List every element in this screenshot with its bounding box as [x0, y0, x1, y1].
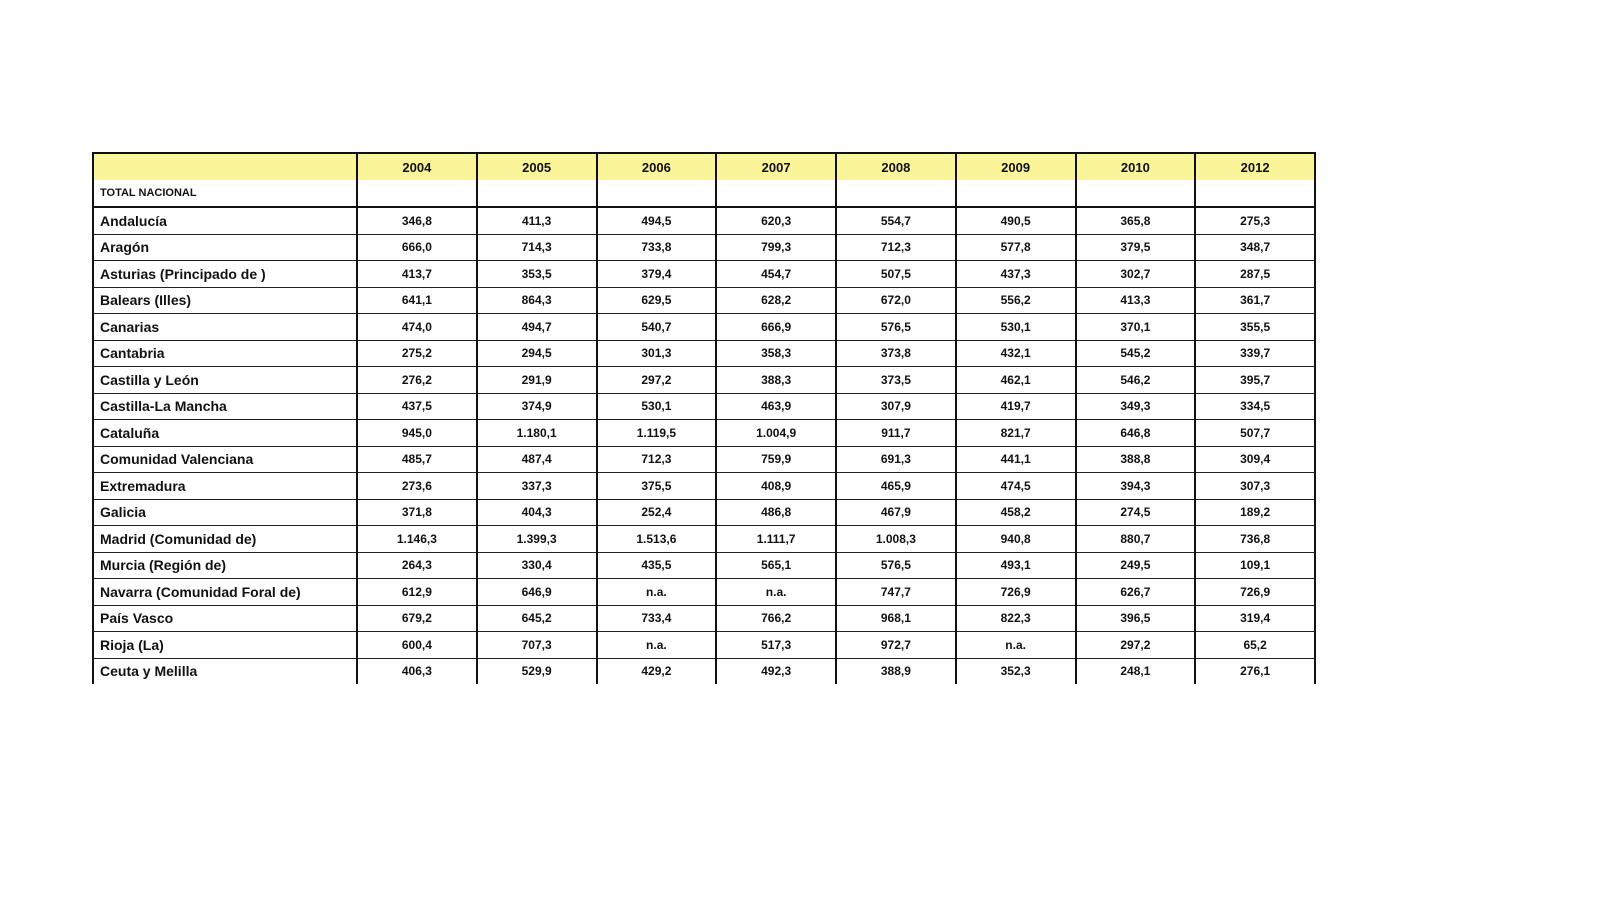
value-cell: 454,7 — [716, 261, 836, 288]
value-cell: 458,2 — [956, 499, 1076, 526]
value-cell: 492,3 — [716, 658, 836, 684]
value-cell: 577,8 — [956, 234, 1076, 261]
value-cell: 666,0 — [357, 234, 477, 261]
value-cell: 494,5 — [597, 207, 717, 234]
value-cell: 968,1 — [836, 605, 956, 632]
value-cell: 712,3 — [597, 446, 717, 473]
value-cell: 297,2 — [597, 367, 717, 394]
table-body — [93, 180, 1315, 684]
region-name-cell: Rioja (La) — [93, 632, 357, 659]
value-cell: 1.399,3 — [477, 526, 597, 553]
value-cell: 109,1 — [1195, 552, 1315, 579]
value-cell: 576,5 — [836, 314, 956, 341]
header-corner-cell — [93, 153, 357, 180]
value-cell: 361,7 — [1195, 287, 1315, 314]
value-cell: 733,8 — [597, 234, 717, 261]
value-cell: 530,1 — [597, 393, 717, 420]
region-name-cell: Navarra (Comunidad Foral de) — [93, 579, 357, 606]
value-cell: 395,7 — [1195, 367, 1315, 394]
table-row — [93, 367, 1315, 394]
value-cell: 394,3 — [1076, 473, 1196, 500]
value-cell: 291,9 — [477, 367, 597, 394]
region-name-cell: Galicia — [93, 499, 357, 526]
region-name-cell: Cataluña — [93, 420, 357, 447]
value-cell: 546,2 — [1076, 367, 1196, 394]
value-cell: 726,9 — [1195, 579, 1315, 606]
value-cell: 707,3 — [477, 632, 597, 659]
value-cell: 1.119,5 — [597, 420, 717, 447]
region-name-cell: Extremadura — [93, 473, 357, 500]
value-cell: 274,5 — [1076, 499, 1196, 526]
value-cell: 348,7 — [1195, 234, 1315, 261]
value-cell: 1.513,6 — [597, 526, 717, 553]
value-cell: 273,6 — [357, 473, 477, 500]
value-cell: 330,4 — [477, 552, 597, 579]
value-cell: 486,8 — [716, 499, 836, 526]
value-cell: 679,2 — [357, 605, 477, 632]
year-header: 2004 — [357, 153, 477, 180]
table-row — [93, 526, 1315, 553]
value-cell: 726,9 — [956, 579, 1076, 606]
year-header: 2012 — [1195, 153, 1315, 180]
value-cell: 612,9 — [357, 579, 477, 606]
value-cell: 379,5 — [1076, 234, 1196, 261]
value-cell: 437,5 — [357, 393, 477, 420]
year-header: 2008 — [836, 153, 956, 180]
table-row — [93, 393, 1315, 420]
table-row — [93, 234, 1315, 261]
value-cell: 307,9 — [836, 393, 956, 420]
region-name-cell: Balears (Illes) — [93, 287, 357, 314]
value-cell: 747,7 — [836, 579, 956, 606]
value-cell: 248,1 — [1076, 658, 1196, 684]
region-name-cell: Ceuta y Melilla — [93, 658, 357, 684]
value-cell: 406,3 — [357, 658, 477, 684]
value-cell: 629,5 — [597, 287, 717, 314]
value-cell: 429,2 — [597, 658, 717, 684]
value-cell: 1.111,7 — [716, 526, 836, 553]
value-cell: 972,7 — [836, 632, 956, 659]
value-cell: 275,3 — [1195, 207, 1315, 234]
value-cell: 645,2 — [477, 605, 597, 632]
value-cell: 487,4 — [477, 446, 597, 473]
value-cell: 379,4 — [597, 261, 717, 288]
value-cell: 620,3 — [716, 207, 836, 234]
value-cell: 646,8 — [1076, 420, 1196, 447]
value-cell: 374,9 — [477, 393, 597, 420]
value-cell: 339,7 — [1195, 340, 1315, 367]
value-cell: n.a. — [597, 632, 717, 659]
value-cell: 301,3 — [597, 340, 717, 367]
table-row — [93, 287, 1315, 314]
value-cell: 556,2 — [956, 287, 1076, 314]
value-cell: 411,3 — [477, 207, 597, 234]
table-row — [93, 552, 1315, 579]
value-cell: 358,3 — [716, 340, 836, 367]
value-cell: 493,1 — [956, 552, 1076, 579]
value-cell: 540,7 — [597, 314, 717, 341]
table-row — [93, 499, 1315, 526]
table-row — [93, 605, 1315, 632]
value-cell: 65,2 — [1195, 632, 1315, 659]
value-cell: 600,4 — [357, 632, 477, 659]
value-cell: 945,0 — [357, 420, 477, 447]
value-cell: 530,1 — [956, 314, 1076, 341]
value-cell: 252,4 — [597, 499, 717, 526]
value-cell: 940,8 — [956, 526, 1076, 553]
value-cell: 822,3 — [956, 605, 1076, 632]
value-cell: 334,5 — [1195, 393, 1315, 420]
value-cell: 388,9 — [836, 658, 956, 684]
value-cell: 821,7 — [956, 420, 1076, 447]
value-cell: 666,9 — [716, 314, 836, 341]
region-name-cell: País Vasco — [93, 605, 357, 632]
value-cell: 276,1 — [1195, 658, 1315, 684]
value-cell: 641,1 — [357, 287, 477, 314]
value-cell: 736,8 — [1195, 526, 1315, 553]
table-row — [93, 446, 1315, 473]
value-cell: 365,8 — [1076, 207, 1196, 234]
data-table — [92, 152, 1316, 684]
value-cell: 766,2 — [716, 605, 836, 632]
year-header: 2006 — [597, 153, 717, 180]
table-row — [93, 658, 1315, 684]
value-cell: 545,2 — [1076, 340, 1196, 367]
value-cell: 507,5 — [836, 261, 956, 288]
value-cell: 507,7 — [1195, 420, 1315, 447]
value-cell: 388,8 — [1076, 446, 1196, 473]
value-cell: 355,5 — [1195, 314, 1315, 341]
region-name-cell: Canarias — [93, 314, 357, 341]
value-cell: 404,3 — [477, 499, 597, 526]
table-row — [93, 473, 1315, 500]
header-row — [93, 153, 1315, 180]
region-name-cell: Castilla-La Mancha — [93, 393, 357, 420]
value-cell: 714,3 — [477, 234, 597, 261]
region-name-cell: Murcia (Región de) — [93, 552, 357, 579]
value-cell: 275,2 — [357, 340, 477, 367]
value-cell: 388,3 — [716, 367, 836, 394]
value-cell: 759,9 — [716, 446, 836, 473]
value-cell: 646,9 — [477, 579, 597, 606]
region-name-cell: Andalucía — [93, 207, 357, 234]
value-cell: 437,3 — [956, 261, 1076, 288]
value-cell: 373,8 — [836, 340, 956, 367]
value-cell: 1.004,9 — [716, 420, 836, 447]
value-cell: 576,5 — [836, 552, 956, 579]
region-name-cell: Castilla y León — [93, 367, 357, 394]
total-nacional-row — [93, 180, 1315, 207]
value-cell: 189,2 — [1195, 499, 1315, 526]
value-cell: 349,3 — [1076, 393, 1196, 420]
value-cell: 396,5 — [1076, 605, 1196, 632]
value-cell: 435,5 — [597, 552, 717, 579]
value-cell: 1.008,3 — [836, 526, 956, 553]
value-cell: 691,3 — [836, 446, 956, 473]
table-row — [93, 579, 1315, 606]
value-cell: 408,9 — [716, 473, 836, 500]
value-cell: 375,5 — [597, 473, 717, 500]
table-row — [93, 261, 1315, 288]
value-cell: 371,8 — [357, 499, 477, 526]
value-cell: 554,7 — [836, 207, 956, 234]
value-cell: 264,3 — [357, 552, 477, 579]
value-cell: 799,3 — [716, 234, 836, 261]
value-cell: 626,7 — [1076, 579, 1196, 606]
value-cell: 565,1 — [716, 552, 836, 579]
value-cell: 413,7 — [357, 261, 477, 288]
value-cell: 880,7 — [1076, 526, 1196, 553]
value-cell: 373,5 — [836, 367, 956, 394]
value-cell: 672,0 — [836, 287, 956, 314]
value-cell: 474,5 — [956, 473, 1076, 500]
value-cell: 490,5 — [956, 207, 1076, 234]
year-header: 2010 — [1076, 153, 1196, 180]
value-cell: 346,8 — [357, 207, 477, 234]
value-cell: 467,9 — [836, 499, 956, 526]
region-name-cell: Comunidad Valenciana — [93, 446, 357, 473]
value-cell: 302,7 — [1076, 261, 1196, 288]
value-cell: 432,1 — [956, 340, 1076, 367]
value-cell: 309,4 — [1195, 446, 1315, 473]
value-cell: 441,1 — [956, 446, 1076, 473]
value-cell: 733,4 — [597, 605, 717, 632]
total-nacional-label: TOTAL NACIONAL — [93, 180, 357, 207]
value-cell: 494,7 — [477, 314, 597, 341]
year-header: 2007 — [716, 153, 836, 180]
value-cell: n.a. — [956, 632, 1076, 659]
value-cell: 352,3 — [956, 658, 1076, 684]
value-cell: 462,1 — [956, 367, 1076, 394]
value-cell: 287,5 — [1195, 261, 1315, 288]
value-cell: 474,0 — [357, 314, 477, 341]
region-name-cell: Asturias (Principado de ) — [93, 261, 357, 288]
value-cell: 529,9 — [477, 658, 597, 684]
value-cell: 419,7 — [956, 393, 1076, 420]
year-header: 2009 — [956, 153, 1076, 180]
value-cell: 911,7 — [836, 420, 956, 447]
value-cell: 307,3 — [1195, 473, 1315, 500]
value-cell: 353,5 — [477, 261, 597, 288]
value-cell: 712,3 — [836, 234, 956, 261]
region-name-cell: Cantabria — [93, 340, 357, 367]
value-cell: 864,3 — [477, 287, 597, 314]
value-cell: 319,4 — [1195, 605, 1315, 632]
value-cell: 1.146,3 — [357, 526, 477, 553]
value-cell: 628,2 — [716, 287, 836, 314]
year-header: 2005 — [477, 153, 597, 180]
value-cell: 465,9 — [836, 473, 956, 500]
region-name-cell: Aragón — [93, 234, 357, 261]
table-row — [93, 632, 1315, 659]
region-name-cell: Madrid (Comunidad de) — [93, 526, 357, 553]
value-cell: 297,2 — [1076, 632, 1196, 659]
table-row — [93, 314, 1315, 341]
value-cell: n.a. — [716, 579, 836, 606]
table-row — [93, 340, 1315, 367]
value-cell: 370,1 — [1076, 314, 1196, 341]
value-cell: n.a. — [597, 579, 717, 606]
value-cell: 276,2 — [357, 367, 477, 394]
table-row — [93, 207, 1315, 234]
value-cell: 249,5 — [1076, 552, 1196, 579]
value-cell: 337,3 — [477, 473, 597, 500]
value-cell: 294,5 — [477, 340, 597, 367]
table-row — [93, 420, 1315, 447]
value-cell: 485,7 — [357, 446, 477, 473]
value-cell: 463,9 — [716, 393, 836, 420]
value-cell: 413,3 — [1076, 287, 1196, 314]
value-cell: 517,3 — [716, 632, 836, 659]
value-cell: 1.180,1 — [477, 420, 597, 447]
